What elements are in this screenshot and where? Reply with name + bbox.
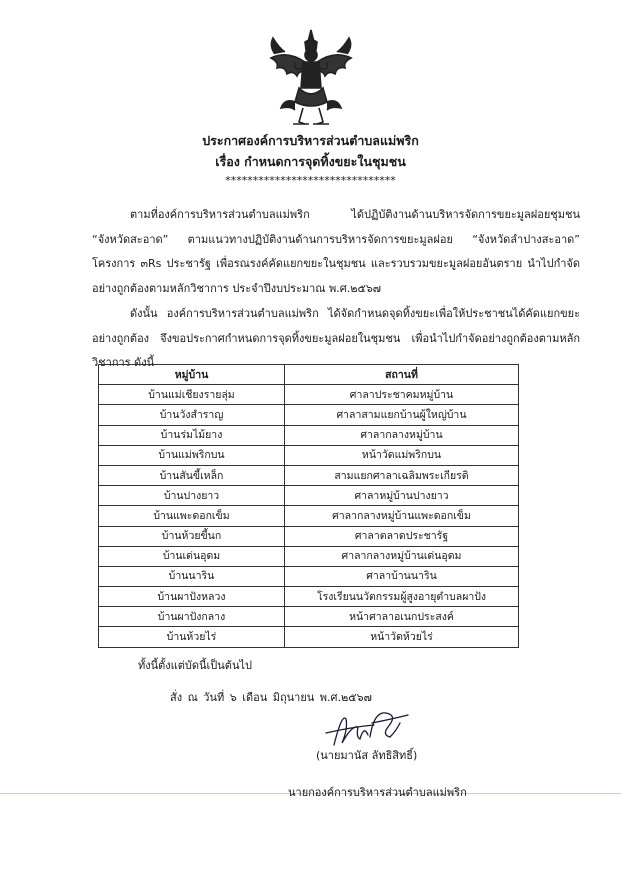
table-row xyxy=(99,627,519,647)
location-cell: หน้าศาลาอเนกประสงค์ xyxy=(285,607,519,627)
village-cell: บ้านผาปังกลาง xyxy=(99,607,285,627)
village-cell: บ้านสันขี้เหล็ก xyxy=(99,465,285,485)
paragraph-intro: ตามที่องค์การบริหารส่วนตำบลแม่พริก ได้ปฏิบัติงานด้านบริหารจัดการขยะมูลฝอยชุมชน “จังหวัดสะอาด” ตามแนวทางปฏิบัติงานด้านการบริหารจัดการขยะมูลฝอย “จังหวัดลำปางสะอาด” โครงการ ๓Rs ประชารัฐ เพื่อรณรงค์คัดแยกขยะในชุมชน และรวบรวมขยะมูลฝอยอันตราย นำไปกำจัดอย่างถูกต้องตามหลักวิชาการ ประจำปีงบประมาณ พ.ศ.๒๕๖๗ xyxy=(92,208,580,295)
table-row xyxy=(99,465,519,485)
location-cell: ศาลาบ้านนาริน xyxy=(285,566,519,586)
table-row xyxy=(99,405,519,425)
column-header-village: หมู่บ้าน xyxy=(99,365,285,385)
announcement-subject: เรื่อง กำหนดการจุดทิ้งขยะในชุมชน xyxy=(215,154,406,169)
table-row xyxy=(99,526,519,546)
table-row xyxy=(99,385,519,405)
table-row xyxy=(99,425,519,445)
village-cell: บ้านปางยาว xyxy=(99,486,285,506)
village-cell: บ้านแพะดอกเข็ม xyxy=(99,506,285,526)
village-cell: บ้านนาริน xyxy=(99,566,285,586)
location-cell: ศาลากลางหมู่บ้าน xyxy=(285,425,519,445)
village-cell: บ้านแม่พริกบน xyxy=(99,445,285,465)
table-row xyxy=(99,506,519,526)
location-cell: ศาลาหมู่บ้านปางยาว xyxy=(285,486,519,506)
location-cell: ศาลาประชาคมหมู่บ้าน xyxy=(285,385,519,405)
table-row xyxy=(99,486,519,506)
garuda-emblem-icon xyxy=(265,28,357,128)
table-row xyxy=(99,445,519,465)
table-row xyxy=(99,566,519,586)
announcement-date: สั่ง ณ วันที่ ๖ เดือน มิถุนายน พ.ศ.๒๕๖๗ xyxy=(170,691,372,704)
village-cell: บ้านเด่นอุดม xyxy=(99,546,285,566)
location-cell: ศาลาตลาดประชารัฐ xyxy=(285,526,519,546)
table-header-row xyxy=(99,365,519,385)
village-cell: บ้านแม่เชียงรายลุ่ม xyxy=(99,385,285,405)
village-cell: บ้านร่มไม้ยาง xyxy=(99,425,285,445)
village-cell: บ้านห้วยขี้นก xyxy=(99,526,285,546)
column-header-location: สถานที่ xyxy=(285,365,519,385)
location-cell: ศาลากลางหมู่บ้านเด่นอุดม xyxy=(285,546,519,566)
village-cell: บ้านห้วยไร่ xyxy=(99,627,285,647)
signer-position: นายกองค์การบริหารส่วนตำบลแม่พริก xyxy=(288,786,467,799)
village-cell: บ้านผาปังหลวง xyxy=(99,587,285,607)
effective-statement: ทั้งนี้ตั้งแต่บัดนี้เป็นต้นไป xyxy=(138,659,252,672)
location-cell: หน้าวัดห้วยไร่ xyxy=(285,627,519,647)
location-cell: หน้าวัดแม่พริกบน xyxy=(285,445,519,465)
location-cell: ศาลากลางหมู่บ้านแพะดอกเข็ม xyxy=(285,506,519,526)
table-row xyxy=(99,546,519,566)
location-cell: โรงเรียนนวัตกรรมผู้สูงอายุตำบลผาปัง xyxy=(285,587,519,607)
paragraph-announcement: ดังนั้น องค์การบริหารส่วนตำบลแม่พริก ได้จัดกำหนดจุดทิ้งขยะเพื่อให้ประชาชนได้คัดแยกขยะอย่างถูกต้อง จึงขอประกาศกำหนดการจุดทิ้งขยะมูลฝอยในชุมชน เพื่อนำไปกำจัดอย่างถูกต้องตามหลักวิชาการ ดังนี้ xyxy=(92,307,580,369)
table-row xyxy=(99,607,519,627)
location-cell: ศาลาสามแยกบ้านผู้ใหญ่บ้าน xyxy=(285,405,519,425)
table-row xyxy=(99,587,519,607)
signer-name: (นายมานัส ลัทธิสิทธิ์) xyxy=(316,749,418,762)
title-divider: ******************************* xyxy=(225,174,396,187)
collection-points-table xyxy=(98,364,519,648)
announcement-title: ประกาศองค์การบริหารส่วนตำบลแม่พริก xyxy=(202,133,419,148)
village-cell: บ้านวังสำราญ xyxy=(99,405,285,425)
location-cell: สามแยกศาลาเฉลิมพระเกียรติ xyxy=(285,465,519,485)
